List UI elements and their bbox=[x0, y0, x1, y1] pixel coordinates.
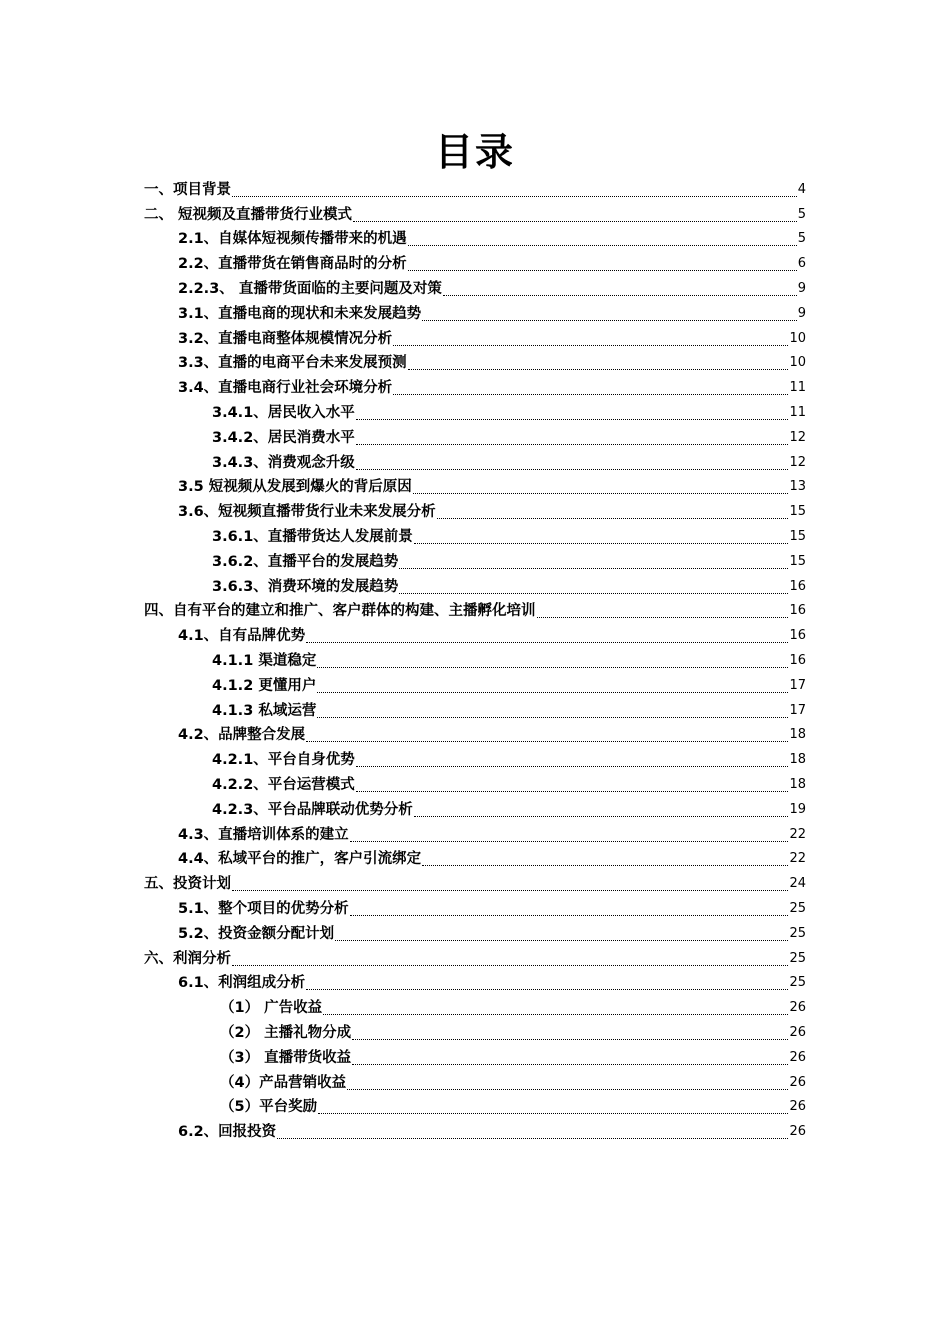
toc-entry-label: 3.6.3、消费环境的发展趋势 bbox=[212, 578, 399, 595]
toc-entry-label: 4.1.3 私域运营 bbox=[212, 702, 317, 719]
toc-entry[interactable] bbox=[178, 846, 806, 871]
toc-page-number: 22 bbox=[789, 826, 806, 842]
toc-entry[interactable] bbox=[178, 226, 806, 251]
toc-page-number: 15 bbox=[789, 553, 806, 569]
toc-entry-label: 3.4.1、居民收入水平 bbox=[212, 404, 355, 421]
toc-leader-dots bbox=[443, 281, 797, 296]
toc-page-number: 19 bbox=[789, 801, 806, 817]
toc-entry[interactable] bbox=[178, 821, 806, 846]
toc-page-number: 13 bbox=[789, 479, 806, 495]
toc-entry-label: 3.4.2、居民消费水平 bbox=[212, 429, 355, 446]
toc-entry[interactable] bbox=[178, 722, 806, 747]
toc-page-number: 24 bbox=[789, 876, 806, 892]
toc-entry[interactable] bbox=[144, 945, 806, 970]
toc-page-number: 4 bbox=[797, 181, 806, 197]
toc-page-number: 25 bbox=[789, 925, 806, 941]
toc-leader-dots bbox=[537, 603, 789, 618]
toc-entry-label: 3.2、直播电商整体规模情况分析 bbox=[178, 330, 393, 347]
toc-leader-dots bbox=[317, 653, 788, 668]
toc-entry[interactable] bbox=[212, 647, 806, 672]
toc-leader-dots bbox=[335, 926, 788, 941]
toc-entry-label: 3.4.3、消费观念升级 bbox=[212, 454, 355, 471]
toc-leader-dots bbox=[437, 504, 789, 519]
toc-entry[interactable] bbox=[178, 350, 806, 375]
toc-entry-label: 3.6、短视频直播带货行业未来发展分析 bbox=[178, 504, 436, 521]
toc-entry[interactable] bbox=[220, 1044, 806, 1069]
toc-entry-label: 6.2、回报投资 bbox=[178, 1124, 277, 1141]
toc-entry-label: 五、投资计划 bbox=[144, 876, 231, 893]
toc-page-number: 5 bbox=[797, 231, 806, 247]
toc-leader-dots bbox=[277, 1124, 788, 1139]
toc-entry[interactable] bbox=[212, 548, 806, 573]
toc-page-number: 12 bbox=[789, 429, 806, 445]
toc-leader-dots bbox=[353, 207, 797, 222]
toc-entry[interactable] bbox=[144, 870, 806, 895]
toc-leader-dots bbox=[356, 430, 789, 445]
toc-page-number: 12 bbox=[789, 454, 806, 470]
toc-entry-label: 4.2.2、平台运营模式 bbox=[212, 776, 355, 793]
toc-page-number: 9 bbox=[797, 305, 806, 321]
toc-entry-label: （3） 直播带货收益 bbox=[220, 1049, 352, 1066]
toc-entry[interactable] bbox=[178, 920, 806, 945]
toc-entry-label: （5）平台奖励 bbox=[220, 1099, 318, 1116]
toc-entry-label: 4.2.3、平台品牌联动优势分析 bbox=[212, 801, 413, 818]
toc-entry[interactable] bbox=[212, 523, 806, 548]
toc-entry[interactable] bbox=[144, 598, 806, 623]
toc-entry-label: （2） 主播礼物分成 bbox=[220, 1024, 352, 1041]
toc-entry[interactable] bbox=[178, 250, 806, 275]
toc-entry[interactable] bbox=[178, 498, 806, 523]
toc-leader-dots bbox=[317, 678, 788, 693]
toc-page-number: 11 bbox=[789, 404, 806, 420]
toc-entry[interactable] bbox=[178, 374, 806, 399]
toc-entry[interactable] bbox=[178, 474, 806, 499]
toc-entry-label: （1） 广告收益 bbox=[220, 1000, 323, 1017]
toc-entry[interactable] bbox=[144, 201, 806, 226]
toc-leader-dots bbox=[232, 182, 797, 197]
toc-page-number: 26 bbox=[789, 1024, 806, 1040]
toc-leader-dots bbox=[408, 355, 789, 370]
toc-entry-label: 4.3、直播培训体系的建立 bbox=[178, 826, 349, 843]
toc-page-number: 15 bbox=[789, 504, 806, 520]
toc-leader-dots bbox=[350, 827, 789, 842]
toc-page-number: 26 bbox=[789, 1074, 806, 1090]
toc-entry-label: 4.1.1 渠道稳定 bbox=[212, 652, 317, 669]
toc-entry[interactable] bbox=[212, 672, 806, 697]
toc-leader-dots bbox=[232, 876, 788, 891]
toc-page-number: 5 bbox=[797, 206, 806, 222]
toc-entry[interactable] bbox=[220, 1069, 806, 1094]
toc-page-number: 17 bbox=[789, 677, 806, 693]
toc-page-number: 9 bbox=[797, 280, 806, 296]
toc-entry-label: 四、自有平台的建立和推广、客户群体的构建、主播孵化培训 bbox=[144, 603, 536, 620]
toc-entry-label: 2.1、自媒体短视频传播带来的机遇 bbox=[178, 231, 407, 248]
toc-leader-dots bbox=[352, 1025, 788, 1040]
toc-page-number: 15 bbox=[789, 528, 806, 544]
toc-leader-dots bbox=[393, 331, 788, 346]
toc-entry[interactable] bbox=[212, 796, 806, 821]
toc-entry[interactable] bbox=[212, 771, 806, 796]
toc-leader-dots bbox=[356, 752, 789, 767]
toc-page-number: 18 bbox=[789, 727, 806, 743]
toc-page-number: 18 bbox=[789, 776, 806, 792]
toc-page-number: 25 bbox=[789, 950, 806, 966]
toc-entry[interactable] bbox=[212, 449, 806, 474]
toc-entry-label: 4.2.1、平台自身优势 bbox=[212, 752, 355, 769]
toc-leader-dots bbox=[393, 380, 788, 395]
toc-page-number: 16 bbox=[789, 652, 806, 668]
toc-entry[interactable] bbox=[178, 275, 806, 300]
toc-leader-dots bbox=[356, 405, 789, 420]
toc-leader-dots bbox=[323, 1000, 788, 1015]
toc-entry[interactable] bbox=[144, 176, 806, 201]
toc-leader-dots bbox=[356, 777, 789, 792]
toc-page-number: 17 bbox=[789, 702, 806, 718]
toc-page-number: 22 bbox=[789, 851, 806, 867]
toc-entry[interactable] bbox=[178, 1118, 806, 1143]
toc-entry[interactable] bbox=[220, 1094, 806, 1119]
toc-page-number: 6 bbox=[797, 256, 806, 272]
toc-entry-label: 2.2、直播带货在销售商品时的分析 bbox=[178, 256, 407, 273]
toc-page-number: 26 bbox=[789, 1099, 806, 1115]
toc-entry-label: 4.1.2 更懂用户 bbox=[212, 677, 317, 694]
toc-page-number: 11 bbox=[789, 380, 806, 396]
toc-leader-dots bbox=[306, 975, 788, 990]
toc-entry[interactable] bbox=[178, 895, 806, 920]
toc-entry[interactable] bbox=[220, 994, 806, 1019]
toc-entry[interactable] bbox=[212, 697, 806, 722]
toc-page-number: 16 bbox=[789, 603, 806, 619]
toc-leader-dots bbox=[350, 901, 789, 916]
toc-entry-label: 3.1、直播电商的现状和未来发展趋势 bbox=[178, 305, 422, 322]
toc-page-number: 16 bbox=[789, 578, 806, 594]
toc-entry-label: 3.6.2、直播平台的发展趋势 bbox=[212, 553, 399, 570]
toc-entry[interactable] bbox=[212, 746, 806, 771]
toc-leader-dots bbox=[356, 455, 789, 470]
toc-leader-dots bbox=[408, 231, 797, 246]
toc-leader-dots bbox=[317, 703, 788, 718]
toc-leader-dots bbox=[352, 1050, 788, 1065]
toc-entry[interactable] bbox=[212, 573, 806, 598]
toc-leader-dots bbox=[399, 554, 788, 569]
toc-entry-label: 4.1、自有品牌优势 bbox=[178, 628, 306, 645]
toc-leader-dots bbox=[413, 479, 789, 494]
toc-entry[interactable] bbox=[178, 622, 806, 647]
toc-entry[interactable] bbox=[220, 1019, 806, 1044]
toc-leader-dots bbox=[306, 628, 788, 643]
toc-page-number: 26 bbox=[789, 1124, 806, 1140]
toc-leader-dots bbox=[306, 727, 788, 742]
toc-entry-label: 2.2.3、 直播带货面临的主要问题及对策 bbox=[178, 280, 442, 297]
toc-entry-label: 3.6.1、直播带货达人发展前景 bbox=[212, 528, 413, 545]
toc-leader-dots bbox=[347, 1075, 788, 1090]
toc-entry-label: 5.2、投资金额分配计划 bbox=[178, 925, 335, 942]
toc-entry-label: 一、项目背景 bbox=[144, 181, 231, 198]
toc-entry-label: 4.4、私域平台的推广，客户引流绑定 bbox=[178, 851, 422, 868]
toc-leader-dots bbox=[408, 256, 797, 271]
toc-page-number: 25 bbox=[789, 975, 806, 991]
toc-leader-dots bbox=[414, 529, 789, 544]
toc-page-number: 16 bbox=[789, 628, 806, 644]
toc-leader-dots bbox=[399, 579, 788, 594]
toc-leader-dots bbox=[318, 1099, 788, 1114]
toc-entry[interactable] bbox=[178, 325, 806, 350]
toc-page-number: 26 bbox=[789, 1049, 806, 1065]
toc-page-number: 10 bbox=[789, 355, 806, 371]
toc-entry[interactable] bbox=[178, 300, 806, 325]
toc-entry-label: （4）产品营销收益 bbox=[220, 1074, 347, 1091]
toc-leader-dots bbox=[422, 851, 788, 866]
toc-leader-dots bbox=[232, 951, 788, 966]
toc-page-number: 25 bbox=[789, 900, 806, 916]
page-title: 目录 bbox=[434, 130, 515, 174]
toc-entry-label: 5.1、整个项目的优势分析 bbox=[178, 900, 349, 917]
toc-entry-label: 3.5 短视频从发展到爆火的背后原因 bbox=[178, 479, 412, 496]
toc-page-number: 18 bbox=[789, 752, 806, 768]
toc-entry[interactable] bbox=[212, 399, 806, 424]
toc-entry-label: 六、利润分析 bbox=[144, 950, 231, 967]
toc-entry[interactable] bbox=[212, 424, 806, 449]
toc-entry-label: 6.1、利润组成分析 bbox=[178, 975, 306, 992]
toc-page-number: 26 bbox=[789, 1000, 806, 1016]
toc-entry-label: 二、 短视频及直播带货行业模式 bbox=[144, 206, 353, 223]
toc-page-number: 10 bbox=[789, 330, 806, 346]
toc-entry[interactable] bbox=[178, 970, 806, 995]
toc-entry-label: 3.3、直播的电商平台未来发展预测 bbox=[178, 355, 407, 372]
toc-entry-label: 4.2、品牌整合发展 bbox=[178, 727, 306, 744]
toc-leader-dots bbox=[414, 802, 789, 817]
toc-entry-label: 3.4、直播电商行业社会环境分析 bbox=[178, 380, 393, 397]
toc-leader-dots bbox=[422, 306, 797, 321]
